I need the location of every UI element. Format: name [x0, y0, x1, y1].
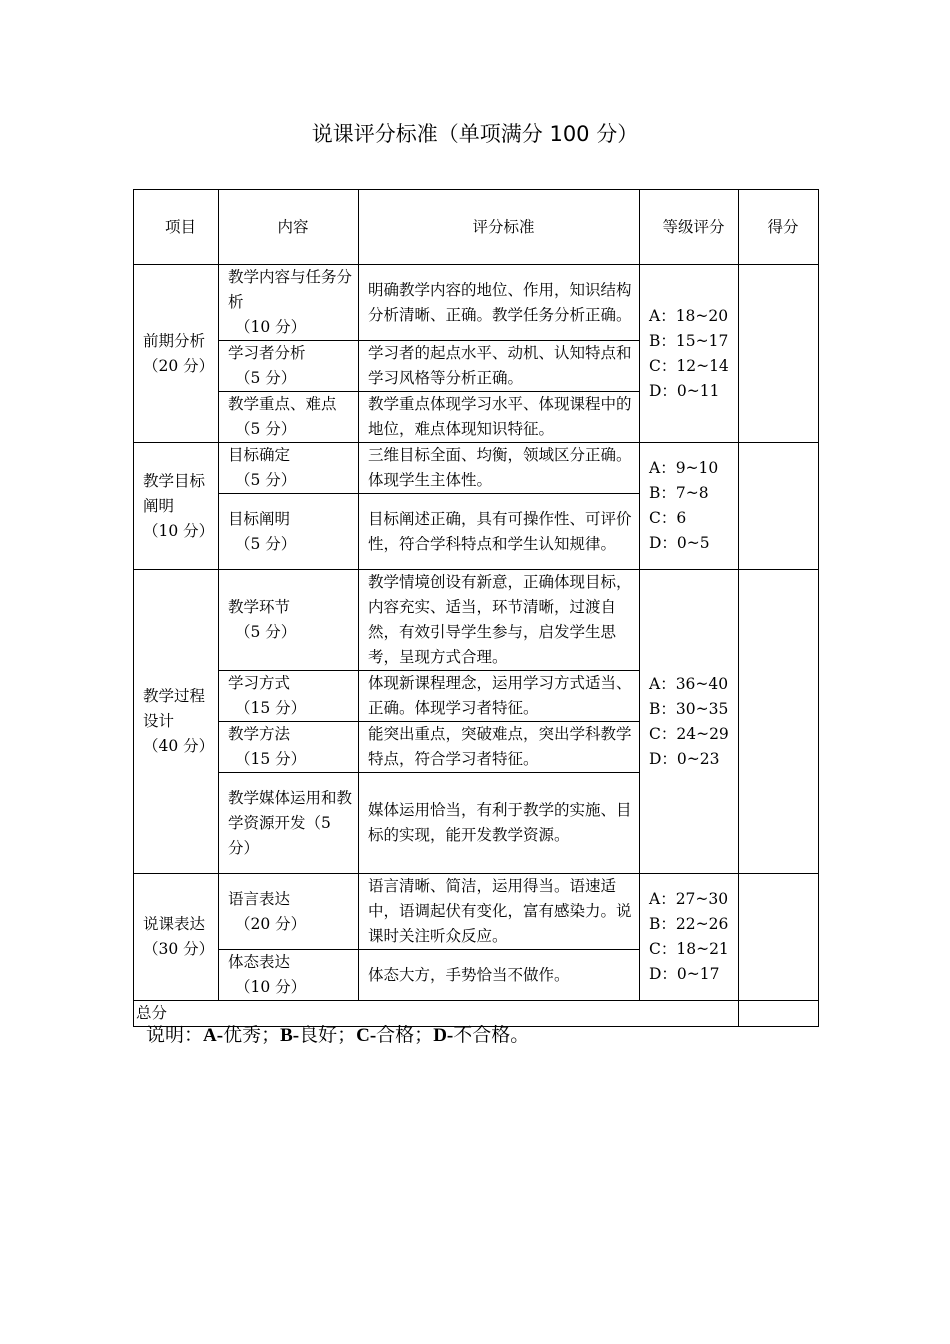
section-item-label-2: 设计: [143, 712, 175, 730]
score-cell[interactable]: [739, 570, 819, 874]
content-label: 体态表达: [228, 953, 291, 971]
content-cell: [219, 950, 359, 1001]
section-item-label: 教学目标: [143, 471, 206, 490]
content-points: （10 分）: [235, 978, 307, 996]
criteria-cell: 教学重点体现学习水平、体现课程中的地位，难点体现知识特征。: [359, 392, 640, 443]
score-cell[interactable]: [739, 443, 819, 570]
note-prefix: 说明：: [146, 1024, 204, 1046]
section-item-label-2: 阐明: [143, 496, 175, 515]
criteria-cell: 体态大方，手势恰当不做作。: [359, 950, 640, 1001]
content-points: （15 分）: [235, 699, 307, 717]
section-item-cell: [134, 874, 219, 1001]
content-cell: [219, 494, 359, 570]
content-points: （15 分）: [235, 750, 307, 768]
content-cell: [219, 443, 359, 494]
grade-b: B：30~35: [649, 699, 729, 718]
table-row: [134, 443, 819, 494]
header-criteria: 评分标准: [359, 190, 640, 265]
note-b-value: 良好；: [299, 1024, 357, 1046]
content-label: 教学内容与任务分析: [228, 268, 353, 311]
section-item-points: （30 分）: [143, 940, 215, 958]
content-points: （5 分）: [235, 420, 297, 438]
section-item-label: 说课表达: [143, 915, 206, 933]
note-d-value: 不合格。: [453, 1024, 530, 1046]
content-cell: [219, 874, 359, 950]
total-label: 总分: [134, 1001, 739, 1027]
header-content: 内容: [219, 190, 359, 265]
table-row: [134, 265, 819, 341]
header-item: 项目: [134, 190, 219, 265]
criteria-cell: 体现新课程理念，运用学习方式适当、正确。体现学习者特征。: [359, 671, 640, 722]
grade-cell: [640, 874, 739, 1001]
grade-c: C：24~29: [649, 724, 729, 743]
content-points: （5 分）: [235, 534, 297, 553]
note-c-key: C-: [356, 1025, 377, 1046]
grade-d: D：0~17: [649, 965, 720, 983]
grade-c: C：18~21: [649, 940, 729, 958]
content-points: （5 分）: [235, 471, 297, 489]
content-cell: [219, 265, 359, 341]
grade-c: C：6: [649, 509, 687, 527]
section-item-points: （10 分）: [143, 521, 215, 540]
grade-a: A：27~30: [649, 890, 729, 908]
content-label: 教学媒体运用和教学资源开发（5 分）: [228, 788, 353, 857]
section-item-points: （20 分）: [143, 356, 215, 375]
score-cell[interactable]: [739, 265, 819, 443]
criteria-cell: 媒体运用恰当，有利于教学的实施、目标的实现，能开发教学资源。: [359, 773, 640, 874]
criteria-cell: 目标阐述正确，具有可操作性、可评价性，符合学科特点和学生认知规律。: [359, 494, 640, 570]
content-points: （20 分）: [235, 914, 307, 933]
score-cell[interactable]: [739, 874, 819, 1001]
grade-b: B：22~26: [649, 915, 729, 933]
content-label: 学习方式: [228, 674, 291, 692]
criteria-cell: 能突出重点，突破难点，突出学科教学特点，符合学习者特征。: [359, 722, 640, 773]
grade-a: A：36~40: [649, 674, 729, 693]
grade-a: A：18~20: [649, 306, 729, 325]
note-c-value: 合格；: [376, 1024, 434, 1046]
content-cell: [219, 671, 359, 722]
note-a-key: A-: [203, 1025, 224, 1046]
content-cell: [219, 392, 359, 443]
section-item-label: 教学过程: [143, 687, 206, 705]
content-label: 教学环节: [228, 598, 291, 616]
section-item-cell: [134, 443, 219, 570]
header-grade: 等级评分: [640, 190, 739, 265]
content-points: （5 分）: [235, 369, 297, 387]
page-title: 说课评分标准（单项满分 100 分）: [311, 122, 639, 146]
content-cell: [219, 341, 359, 392]
content-cell: [219, 570, 359, 671]
grade-d: D：0~23: [649, 749, 720, 768]
table-row: [134, 874, 819, 950]
content-cell: [219, 722, 359, 773]
criteria-cell: 教学情境创设有新意，正确体现目标，内容充实、适当，环节清晰，过渡自然，有效引导学生参与，启发学生思考，呈现方式合理。: [359, 570, 640, 671]
header-row: [134, 190, 819, 265]
grade-b: B：7~8: [649, 484, 709, 502]
section-item-cell: [134, 570, 219, 874]
grade-cell: [640, 570, 739, 874]
criteria-cell: 明确教学内容的地位、作用，知识结构分析清晰、正确。教学任务分析正确。: [359, 265, 640, 341]
legend-note: [146, 1020, 529, 1047]
note-d-key: D-: [433, 1025, 454, 1046]
section-item-cell: [134, 265, 219, 443]
section-item-points: （40 分）: [143, 737, 215, 755]
grade-b: B：15~17: [649, 331, 729, 350]
content-label: 教学方法: [228, 725, 291, 743]
content-cell: [219, 773, 359, 874]
header-score: 得分: [739, 190, 819, 265]
section-item-label: 前期分析: [143, 331, 206, 350]
content-label: 语言表达: [228, 889, 291, 908]
content-label: 目标确定: [228, 446, 291, 464]
note-a-value: 优秀；: [223, 1024, 281, 1046]
grade-cell: [640, 443, 739, 570]
total-score-cell[interactable]: [739, 1001, 819, 1027]
grade-cell: [640, 265, 739, 443]
content-points: （10 分）: [235, 318, 307, 336]
grade-d: D：0~5: [649, 534, 710, 552]
criteria-cell: 语言清晰、简洁，运用得当。语速适中，语调起伏有变化，富有感染力。说课时关注听众反应。: [359, 874, 640, 950]
grade-c: C：12~14: [649, 356, 729, 375]
scoring-table: [133, 189, 819, 1027]
criteria-cell: 三维目标全面、均衡，领域区分正确。体现学生主体性。: [359, 443, 640, 494]
grade-a: A：9~10: [649, 459, 719, 477]
table-row: [134, 570, 819, 671]
content-label: 目标阐明: [228, 509, 291, 528]
content-points: （5 分）: [235, 623, 297, 641]
content-label: 教学重点、难点: [228, 395, 337, 413]
note-b-key: B-: [280, 1025, 300, 1046]
grade-d: D：0~11: [649, 381, 720, 400]
criteria-cell: 学习者的起点水平、动机、认知特点和学习风格等分析正确。: [359, 341, 640, 392]
content-label: 学习者分析: [228, 344, 306, 362]
